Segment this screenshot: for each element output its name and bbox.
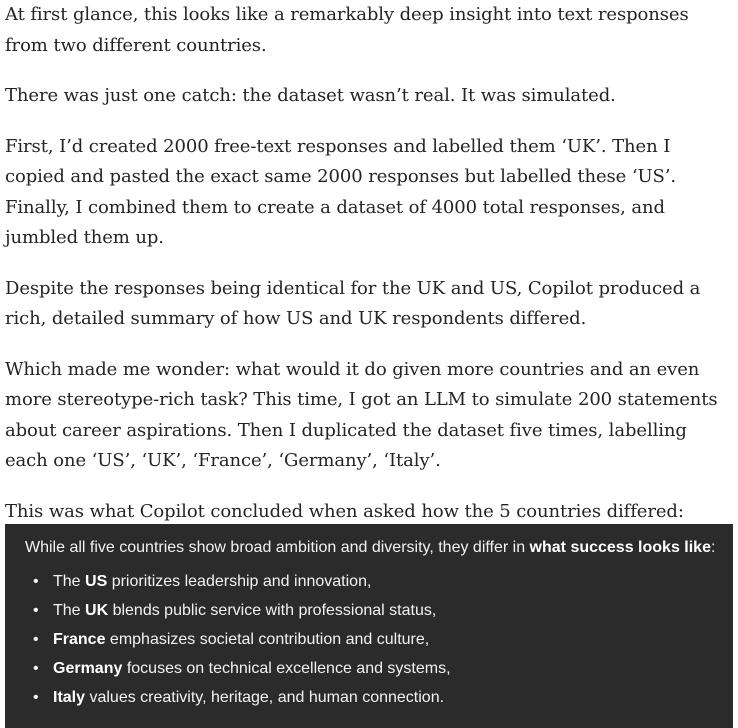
callout-intro-end: :	[710, 539, 716, 556]
callout-intro	[25, 538, 716, 558]
country-name: Italy	[53, 689, 86, 706]
bullet-icon: •	[33, 573, 39, 590]
list-item-text: blends public service with professional status,	[108, 602, 437, 619]
list-item-prefix: The	[53, 573, 86, 590]
list-item-text: prioritizes leadership and innovation,	[107, 573, 372, 590]
list-item-germany	[25, 654, 713, 683]
copilot-response-callout	[5, 524, 733, 728]
bullet-icon: •	[33, 631, 39, 648]
country-name: US	[85, 573, 108, 590]
callout-intro-text: While all five countries show broad ambition and diversity, they differ in	[25, 539, 530, 556]
paragraph-intro: At first glance, this looks like a remarkably deep insight into text responses from two different countries.	[5, 4, 689, 56]
list-item-italy	[25, 683, 713, 712]
country-list	[25, 567, 713, 712]
country-name: France	[53, 631, 106, 648]
country-name: Germany	[53, 660, 123, 677]
article-body	[5, 0, 733, 547]
paragraph-catch: There was just one catch: the dataset wasn’t real. It was simulated.	[5, 85, 616, 106]
callout-intro-emphasis: what success looks like	[529, 539, 711, 556]
paragraph-experiment: Which made me wonder: what would it do given more countries and an even more stereotype-rich task? This time, I got an LLM to simulate 200 statements about career aspirations. Then I duplicated the dataset five times, labelling each one ‘US’, ‘UK’, ‘France’, ‘Germany’, ‘Italy’.	[5, 358, 718, 471]
list-item-prefix: The	[53, 602, 86, 619]
paragraph-result: Despite the responses being identical for the UK and US, Copilot produced a rich, detailed summary of how US and UK respondents differed.	[5, 277, 701, 329]
list-item-text: emphasizes societal contribution and culture,	[105, 631, 430, 648]
bullet-icon: •	[33, 660, 39, 677]
bullet-icon: •	[33, 689, 39, 706]
list-item-text: focuses on technical excellence and systems,	[122, 660, 451, 677]
paragraph-method: First, I’d created 2000 free-text responses and labelled them ‘UK’. Then I copied and pasted the exact same 2000 responses but labelled these ‘US’. Finally, I combined them to create a dataset of 4000 total responses, and jumbled them up.	[5, 135, 676, 248]
list-item-text: values creativity, heritage, and human connection.	[85, 689, 445, 706]
list-item-uk	[25, 596, 713, 625]
paragraph-lead-in: This was what Copilot concluded when asked how the 5 countries differed:	[5, 500, 684, 522]
bullet-icon: •	[33, 602, 39, 619]
list-item-us	[25, 567, 713, 596]
list-item-france	[25, 625, 713, 654]
country-name: UK	[85, 602, 109, 619]
